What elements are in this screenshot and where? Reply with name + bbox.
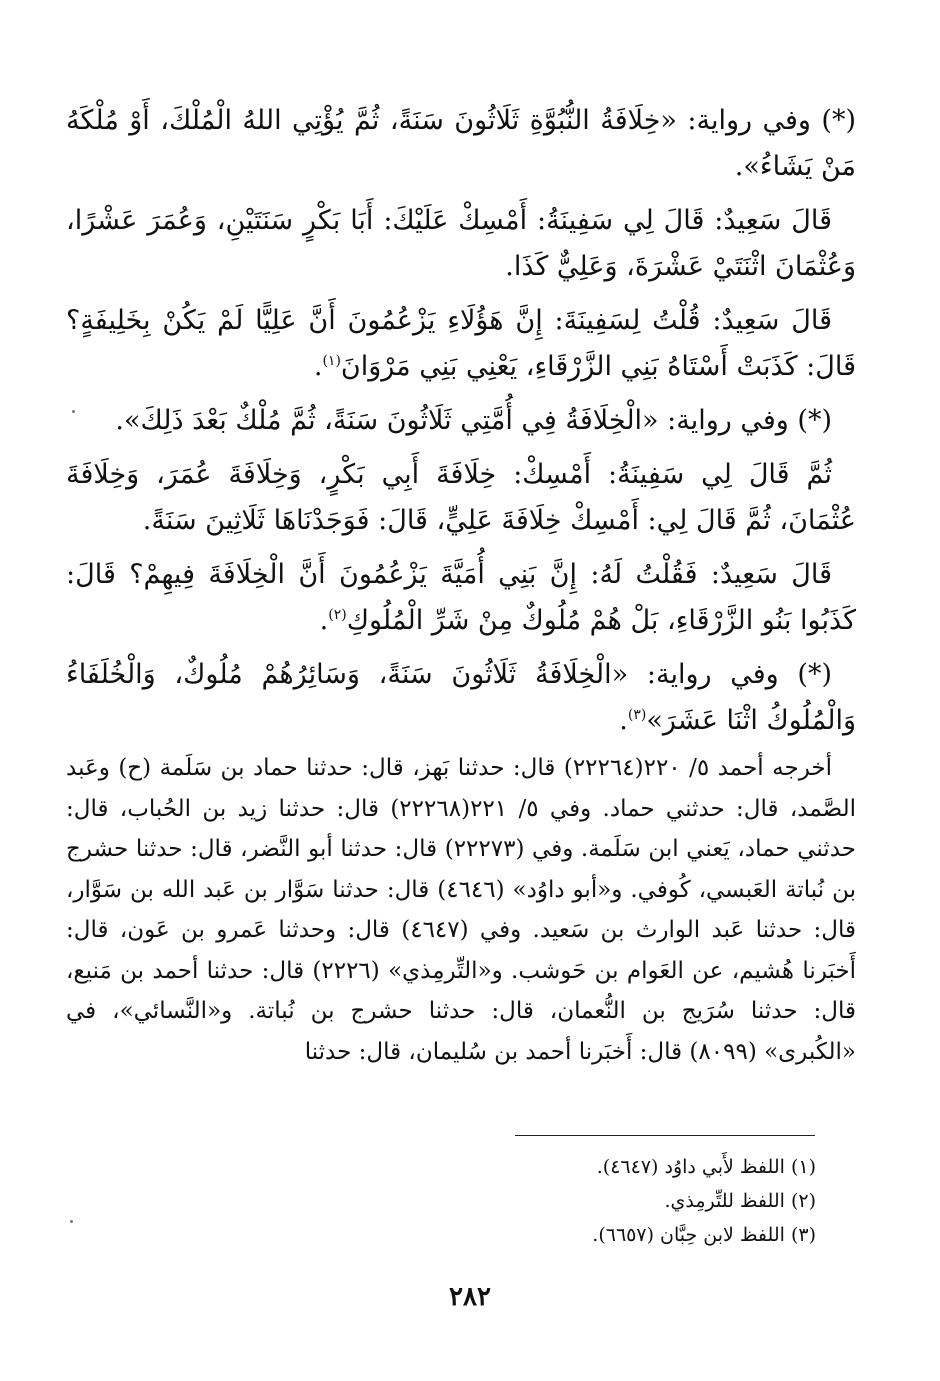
footnote-divider [515,1135,815,1136]
scan-speck [72,410,75,413]
paragraph-6: قَالَ سَعِيدٌ: فَقُلْتُ لَهُ: إِنَّ بَنِي أُمَيَّةَ يَزْعُمُونَ أَنَّ الْخِلَافَةَ فِيهِمْ؟ قَالَ: كَذَبُوا بَنُو الزَّرْقَاءِ، بَلْ هُمْ مُلُوكٌ مِنْ شَرِّ الْمُلُوكِ$^{(٢)}$. [66,559,856,636]
footnote-ref-2: (٢) [328,607,347,623]
paragraph-1 [66,98,856,190]
paragraph-6-text: قَالَ سَعِيدٌ: فَقُلْتُ لَهُ: إِنَّ بَنِي أُمَيَّةَ يَزْعُمُونَ أَنَّ الْخِلَافَةَ فِيهِمْ؟ قَالَ: كَذَبُوا بَنُو الزَّرْقَاءِ، بَلْ هُمْ مُلُوكٌ مِنْ شَرِّ الْمُلُوكِ [66,559,856,636]
footnote-3: (٣) اللفظ لابن حِبَّان (٦٦٥٧). [592,1224,816,1246]
paragraph-7-text: (*) وفي رواية: «الْخِلَافَةُ ثَلَاثُونَ سَنَةً، وَسَائِرُهُمْ مُلُوكٌ، وَالْخُلَفَاءُ وَالْمُلُوكُ اثْنَا عَشَرَ» [66,659,856,736]
main-text [66,98,856,752]
paragraph-4 [66,398,856,444]
footnote-ref-1: (١) [322,353,341,369]
takhrij-paragraph: أخرجه أحمد ٥/ ٢٢٠(٢٢٢٦٤) قال: حدثنا بَهز، قال: حدثنا حماد بن سَلَمة (ح) وعَبد الصَّمد، قال: حدثني حماد. وفي ٥/ ٢٢١(٢٢٢٦٨) قال: حدثنا زيد بن الحُباب، قال: حدثني حماد، يَعني ابن سَلَمة. وفي (٢٢٢٧٣) قال: حدثنا أبو النَّضر، قال: حدثنا حشرج بن نُباتة العَبسي، كُوفي. و«أبو داوُد» (٤٦٤٦) قال: حدثنا سَوَّار بن عَبد الله بن سَوَّار، قال: حدثنا عَبد الوارث بن سَعيد. وفي (٤٦٤٧) قال: وحدثنا عَمرو بن عَون، قال: أَخبَرنا هُشيم، عن العَوام بن حَوشب. و«التِّرمِذي» (٢٢٢٦) قال: حدثنا أحمد بن مَنيع، قال: حدثنا سُرَيج بن النُّعمان، قال: حدثنا حشرج بن نُباتة. و«النَّسائي»، في «الكُبرى» (٨٠٩٩) قال: أَخبَرنا أحمد بن سُليمان، قال: حدثنا [66,755,857,1065]
paragraph-7: (*) وفي رواية: «الْخِلَافَةُ ثَلَاثُونَ سَنَةً، وَسَائِرُهُمْ مُلُوكٌ، وَالْخُلَفَاءُ وَالْمُلُوكُ اثْنَا عَشَرَ»$^{(٣)}$. [66,659,856,736]
paragraph-2-text: قَالَ سَعِيدٌ: قَالَ لِي سَفِينَةُ: أَمْسِكْ عَلَيْكَ: أَبَا بَكْرٍ سَنَتَيْنِ، وَعُمَرَ عَشْرًا، وَعُثْمَانَ اثْنَتَيْ عَشْرَةَ، وَعَلِيٌّ كَذَا. [66,205,856,282]
takhrij-section [66,748,856,1072]
paragraph-2 [66,198,856,290]
page-number: ٢٨٢ [449,1282,491,1312]
footnotes [380,1150,816,1252]
paragraph-4-text: (*) وفي رواية: «الْخِلَافَةُ فِي أُمَّتِي ثَلَاثُونَ سَنَةً، ثُمَّ مُلْكٌ بَعْدَ ذَلِكَ». [115,405,832,436]
footnote-ref-3: (٣) [627,707,647,723]
paragraph-3-text: قَالَ سَعِيدٌ: قُلْتُ لِسَفِينَةَ: إِنَّ هَؤُلَاءِ يَزْعُمُونَ أَنَّ عَلِيًّا لَمْ يَكُنْ بِخَلِيفَةٍ؟ قَالَ: كَذَبَتْ أَسْتَاهُ بَنِي الزَّرْقَاءِ، يَعْنِي بَنِي مَرْوَانَ [66,305,856,382]
paragraph-3: قَالَ سَعِيدٌ: قُلْتُ لِسَفِينَةَ: إِنَّ هَؤُلَاءِ يَزْعُمُونَ أَنَّ عَلِيًّا لَمْ يَكُنْ بِخَلِيفَةٍ؟ قَالَ: كَذَبَتْ أَسْتَاهُ بَنِي الزَّرْقَاءِ، يَعْنِي بَنِي مَرْوَانَ$^{(١)}$. [66,305,856,382]
paragraph-5-text: ثُمَّ قَالَ لِي سَفِينَةُ: أَمْسِكْ: خِلَافَةَ أَبِي بَكْرٍ، وَخِلَافَةَ عُمَرَ، وَخِلَافَةَ عُثْمَانَ، ثُمَّ قَالَ لِي: أَمْسِكْ خِلَافَةَ عَلِيٍّ، قَالَ: فَوَجَدْنَاهَا ثَلَاثِينَ سَنَةً. [66,459,856,536]
footnote-1: (١) اللفظ لأَبي داوُد (٤٦٤٧). [596,1156,816,1178]
paragraph-1-text: (*) وفي رواية: «خِلَافَةُ النُّبُوَّةِ ثَلَاثُونَ سَنَةً، ثُمَّ يُؤْتِي اللهُ الْمُلْكَ، أَوْ مُلْكَهُ مَنْ يَشَاءُ». [66,105,856,182]
footnote-2: (٢) اللفظ للتِّرمِذي. [664,1190,816,1212]
paragraph-5 [66,452,856,544]
scan-speck [70,1220,73,1223]
